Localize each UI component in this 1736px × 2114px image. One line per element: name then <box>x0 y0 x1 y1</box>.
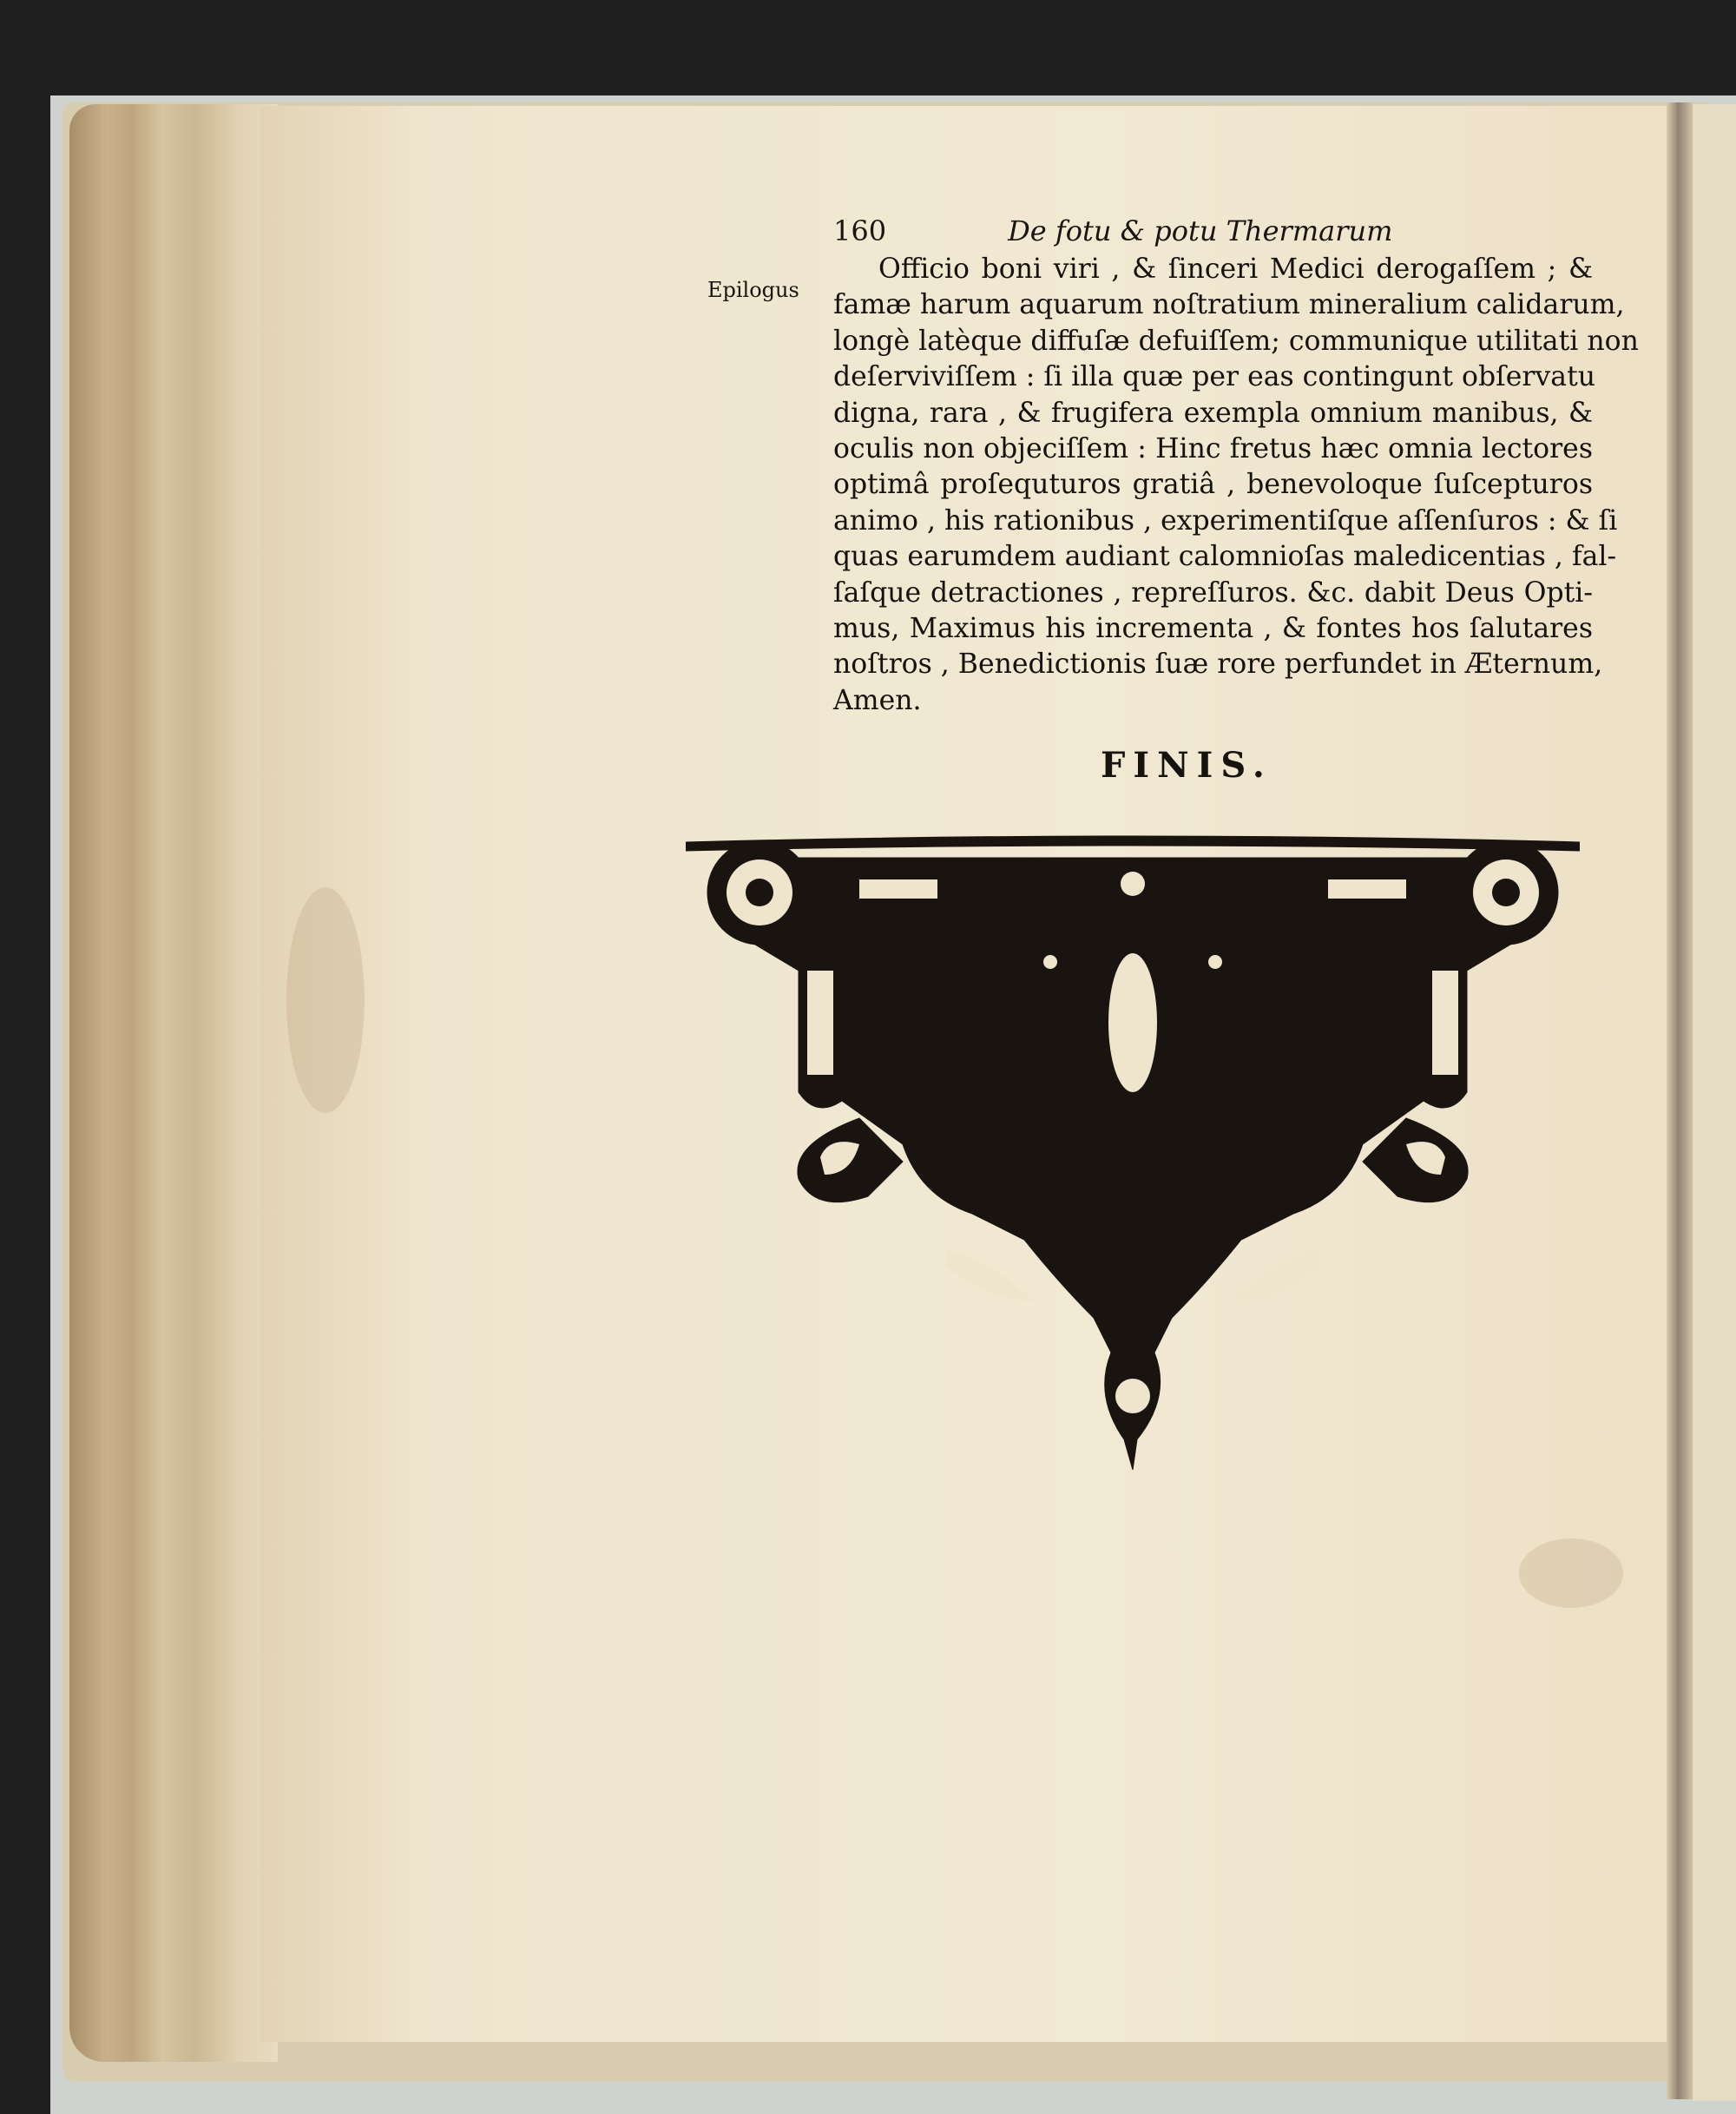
text-line: Amen. <box>833 684 922 716</box>
text-line: Officio boni viri , & ſinceri Medici derogaſſem ; & <box>878 254 1593 285</box>
margin-note: Epilogus <box>707 278 799 302</box>
text-line: optimâ proſequturos gratiâ , benevoloque ſuſcepturos <box>833 469 1593 501</box>
book-gutter <box>1667 102 1693 2099</box>
page-edges <box>69 104 278 2062</box>
running-head-title: De fotu & potu Thermarum <box>1008 214 1393 247</box>
text-line: famæ harum aquarum noſtratium mineralium calidarum, <box>833 289 1625 321</box>
running-header <box>833 214 1393 247</box>
text-line: deſerviviſſem : ſi illa quæ per eas contingunt obſervatu <box>833 361 1596 393</box>
finis-heading: FINIS. <box>1101 745 1272 786</box>
tailpiece-ornament-icon <box>686 832 1580 1470</box>
text-line: digna, rara , & frugifera exempla omnium manibus, & <box>833 397 1593 429</box>
facing-page-edge <box>1693 104 1736 2101</box>
text-line: noſtros , Benedictionis ſuæ rore perfundet in Æternum, <box>833 649 1603 681</box>
text-line: oculis non objeciſſem : Hinc fretus hæc omnia lectores <box>833 433 1593 465</box>
page-number: 160 <box>833 214 887 247</box>
text-line: longè latèque diffuſæ defuiſſem; communique utilitati non <box>833 325 1639 357</box>
text-line: animo , his rationibus , experimentiſque aſſenſuros : & ſi <box>833 504 1618 537</box>
text-line: mus, Maximus his incrementa , & fontes hos ſalutares <box>833 613 1593 645</box>
text-line: quas earumdem audiant calomnioſas maledicentias , fal- <box>833 541 1617 573</box>
text-line: ſaſque detractiones , repreſſuros. &c. dabit Deus Opti- <box>833 576 1593 609</box>
body-text <box>833 252 1639 719</box>
